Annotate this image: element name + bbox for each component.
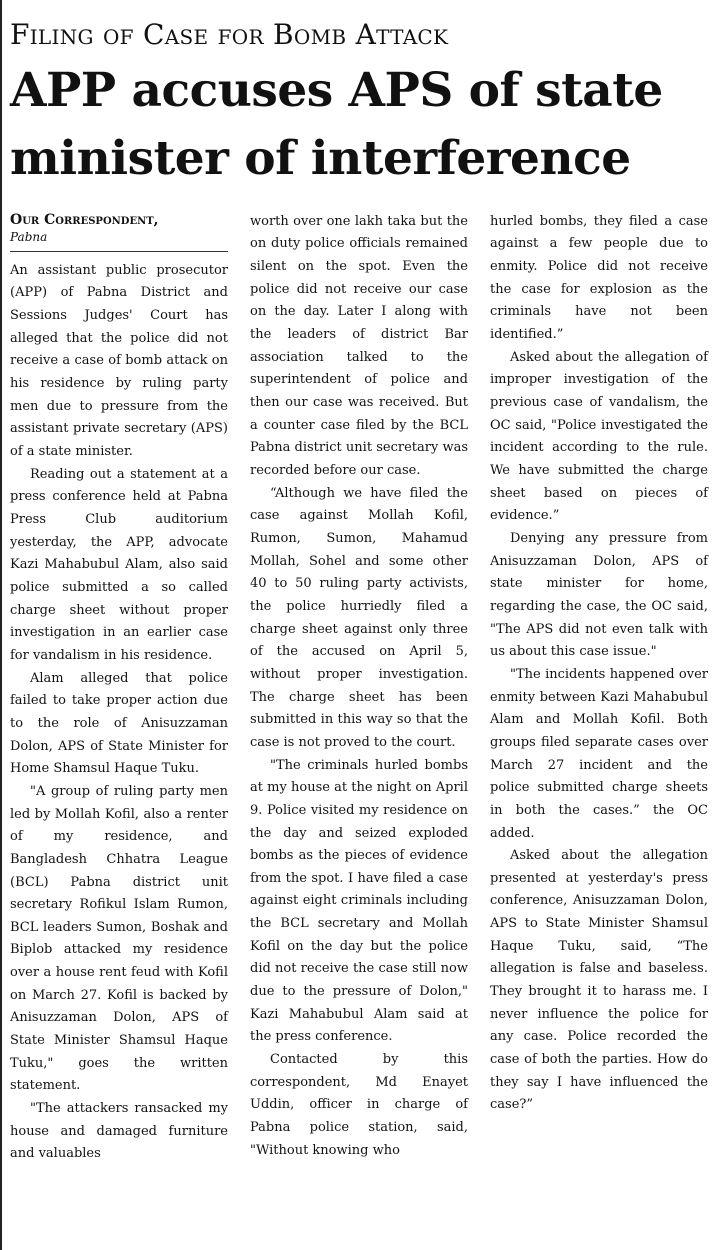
article-headline: APP accuses APS of state minister of interference [10,62,663,186]
paragraph: An assistant public prosecutor (APP) of Pabna District and Sessions Judges' Court has alleged that the police did not receive a case of bomb attack on his residence by ruling party men due to pressure from the assistant private secretary (APS) of a state minister. [10,262,228,460]
column-1 [10,211,228,1166]
article-kicker: Filing of Case for Bomb Attack [10,18,449,51]
article-body [10,211,711,1166]
paragraph: "The criminals hurled bombs at my house at the night on April 9. Police visited my residence on the day and seized exploded bombs as the pieces of evidence from the spot. I have filed a case against eight criminals including the BCL secretary and Mollah Kofil on the day but the police did not receive the case still now due to the pressure of Dolon," Kazi Mahabubul Alam said at the press conference. [250,757,468,1045]
paragraph: Alam alleged that police failed to take proper action due to the role of Anisuzzaman Dolon, APS of State Minister for Home Shamsul Haque Tuku. [10,670,228,777]
paragraph: "The attackers ransacked my house and damaged furniture and valuables [10,1101,228,1162]
column-2 [250,211,468,1166]
paragraph: "The incidents happened over enmity between Kazi Mahabubul Alam and Mollah Kofil. Both groups filed separate cases over March 27 incident and the police submitted charge sheets in both the cases.” the OC added. [490,666,708,841]
byline: Our Correspondent, [10,211,159,228]
paragraph: worth over one lakh taka but the on duty police officials remained silent on the spot. Even the police did not receive our case on the day. Later I along with the leaders of district Bar association talked to the superintendent of police and then our case was received. But a counter case filed by the BCL Pabna district unit secretary was recorded before our case. [250,213,468,479]
paragraph: "A group of ruling party men led by Mollah Kofil, also a renter of my residence, and Bangladesh Chhatra League (BCL) Pabna district unit secretary Rofikul Islam Rumon, BCL leaders Sumon, Boshak and Biplob attacked my residence over a house rent feud with Kofil on March 27. Kofil is backed by Anisuzzaman Dolon, APS of State Minister Shamsul Haque Tuku," goes the written statement. [10,783,228,1094]
column-3 [490,211,708,1166]
paragraph: Denying any pressure from Anisuzzaman Dolon, APS of state minister for home, regarding the case, the OC said, "The APS did not even talk with us about this case issue." [490,530,708,660]
paragraph: Asked about the allegation presented at yesterday's press conference, Anisuzzaman Dolon, APS to State Minister Shamsul Haque Tuku, said, “The allegation is false and baseless. They brought it to harass me. I never influence the police for any case. Police recorded the case of both the parties. How do they say I have influenced the case?” [490,848,708,1113]
paragraph: “Although we have filed the case against Mollah Kofil, Rumon, Sumon, Mahamud Mollah, Sohel and some other 40 to 50 ruling party activists, the police hurriedly filed a charge sheet against only three of the accused on April 5, without proper investigation. The charge sheet has been submitted in this way so that the case is not proved to the court. [250,485,468,750]
paragraph: Asked about the allegation of improper investigation of the previous case of vandalism, the OC said, "Police investigated the incident according to the rule. We have submitted the charge sheet based on pieces of evidence.” [490,349,708,524]
paragraph: Reading out a statement at a press conference held at Pabna Press Club auditorium yesterday, the APP, advocate Kazi Mahabubul Alam, also said police submitted a so called charge sheet without proper investigation in an earlier case for vandalism in his residence. [10,466,228,663]
dateline: Pabna [10,229,228,252]
paragraph: Contacted by this correspondent, Md Enayet Uddin, officer in charge of Pabna police station, said, "Without knowing who [250,1052,468,1158]
paragraph: hurled bombs, they filed a case against a few people due to enmity. Police did not receive the case for explosion as the criminals have not been identified.” [490,213,708,343]
